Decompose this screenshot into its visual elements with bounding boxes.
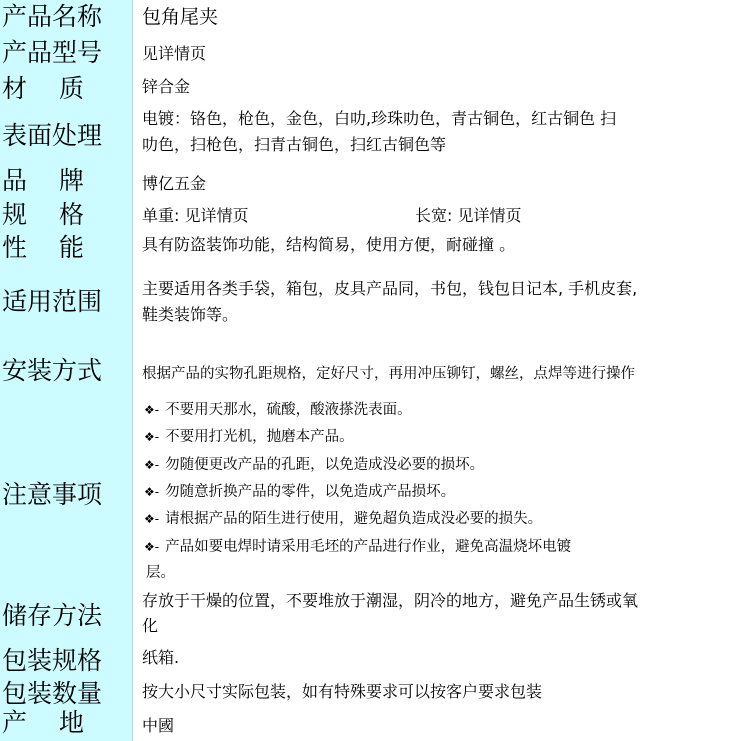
value-package-qty: 按大小尺寸实际包装，如有特殊要求可以按客户要求包装 [142, 682, 543, 701]
column-divider [132, 0, 133, 741]
value-storage-line2: 化 [142, 616, 159, 635]
label-spec: 规 格 [2, 200, 96, 229]
note-item-continuation: 层。 [146, 565, 175, 581]
diamond-bullet-icon: ❖- [144, 430, 160, 444]
value-spec-weight: 单重: 见详情页 [142, 206, 249, 225]
diamond-bullet-icon: ❖- [144, 458, 160, 472]
value-package-spec: 纸箱. [142, 648, 180, 667]
label-package-qty: 包装数量 [2, 679, 103, 708]
label-storage: 储存方法 [2, 601, 103, 630]
diamond-bullet-icon: ❖- [144, 403, 160, 417]
value-installation: 根据产品的实物孔距规格，定好尺寸，再用冲压铆钉，螺丝，点焊等进行操作 [142, 366, 635, 382]
label-material: 材 质 [2, 74, 96, 103]
label-installation: 安装方式 [2, 356, 103, 385]
label-package-spec: 包装规格 [2, 646, 103, 675]
value-product-name: 包角尾夹 [142, 6, 219, 28]
note-item: ❖- 请根据产品的陌生进行使用，避免超负造成没必要的损失。 [144, 511, 543, 527]
value-storage-line1: 存放于干燥的位置，不要堆放于潮湿，阴冷的地方，避免产品生锈或氧 [142, 591, 639, 610]
value-product-model: 见详情页 [142, 44, 207, 63]
value-scope-line1: 主要适用各类手袋，箱包，皮具产品同，书包，钱包日记本, 手机皮套, [142, 279, 638, 298]
note-item: ❖- 勿随便更改产品的孔距，以免造成没必要的损坏。 [144, 457, 485, 473]
note-item: ❖- 不要用天那水，硫酸，酸液搽洗表面。 [144, 402, 412, 418]
value-spec-size: 长宽: 见详情页 [415, 206, 522, 225]
label-origin: 产 地 [2, 708, 96, 737]
diamond-bullet-icon: ❖- [144, 485, 160, 499]
diamond-bullet-icon: ❖- [144, 512, 160, 526]
note-item: ❖- 产品如要电焊时请采用毛坯的产品进行作业，避免高温烧坏电镀 [144, 539, 572, 555]
value-surface-finish-line2: 叻色，扫枪色，扫青古铜色，扫红古铜色等 [142, 135, 447, 154]
label-scope: 适用范围 [2, 287, 103, 316]
value-scope-line2: 鞋类装饰等。 [142, 305, 239, 324]
value-material: 锌合金 [142, 77, 191, 96]
value-origin: 中國 [142, 716, 175, 735]
value-surface-finish-line1: 电镀：铬色，枪色，金色，白叻,珍珠叻色，青古铜色，红古铜色 扫 [142, 109, 617, 128]
value-performance: 具有防盗装饰功能，结构简易，使用方便，耐碰撞 。 [142, 235, 516, 254]
label-surface-finish: 表面处理 [2, 121, 103, 150]
label-performance: 性 能 [2, 233, 96, 262]
label-product-model: 产品型号 [2, 38, 103, 67]
label-product-name: 产品名称 [2, 2, 103, 31]
value-brand: 博亿五金 [142, 174, 207, 193]
label-notes: 注意事项 [2, 480, 103, 509]
note-item: ❖- 不要用打光机，抛磨本产品。 [144, 429, 354, 445]
note-item: ❖- 勿随意折换产品的零件，以免造成产品损坏。 [144, 484, 456, 500]
diamond-bullet-icon: ❖- [144, 540, 160, 554]
label-brand: 品 牌 [2, 166, 96, 195]
